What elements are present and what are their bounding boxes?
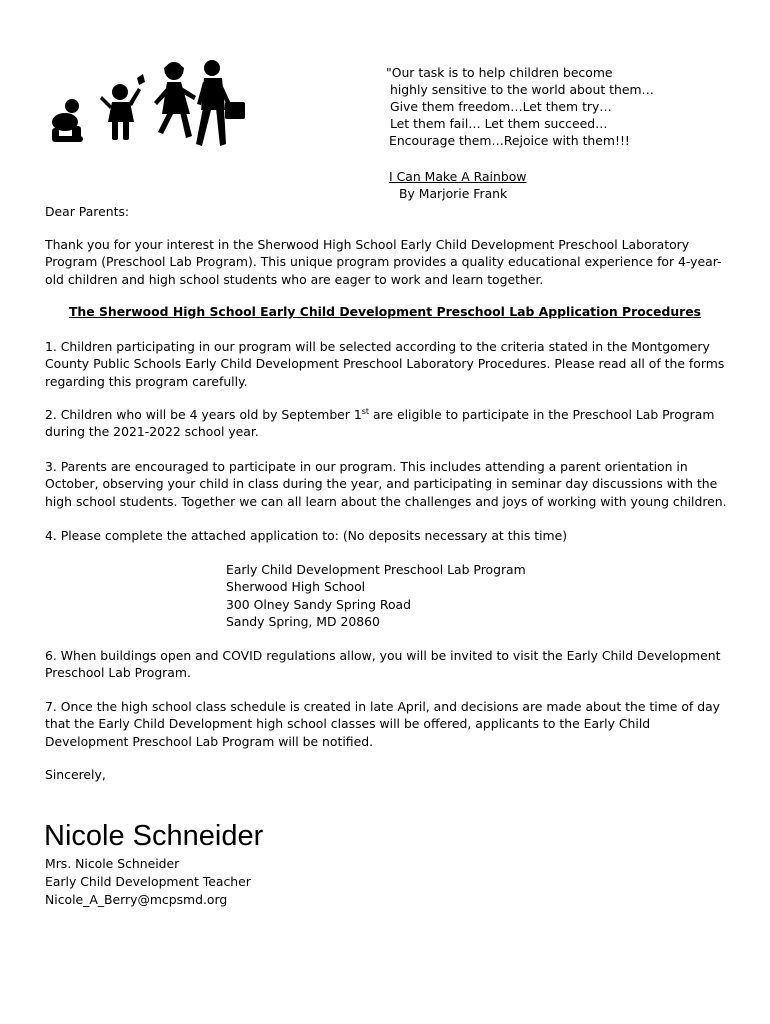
procedure-item-2-text-a: 2. Children who will be 4 years old by September 1	[45, 407, 362, 422]
quote-line: Encourage them…Rejoice with them!!!	[389, 133, 630, 148]
crawling-baby-figure	[52, 99, 83, 142]
procedure-item-6: 6. When buildings open and COVID regulations allow, you will be invited to visit the Early Child Development Preschool Lab Program.	[45, 648, 721, 681]
procedure-item-1: 1. Children participating in our program will be selected according to the criteria stated in the Montgomery County Public Schools Early Child Development Preschool Laboratory Procedures. Please read all of the forms regarding this program carefully.	[45, 339, 725, 389]
procedure-item-2	[45, 406, 735, 441]
mailing-address	[226, 561, 526, 630]
address-line: 300 Olney Sandy Spring Road	[226, 596, 411, 612]
address-line: Sandy Spring, MD 20860	[226, 613, 380, 629]
boy-with-briefcase-figure	[196, 60, 245, 146]
quote-line: Let them fail… Let them succeed…	[390, 116, 608, 131]
quote-line: highly sensitive to the world about them…	[390, 82, 654, 97]
signature-block	[45, 855, 251, 909]
signer-title: Early Child Development Teacher	[45, 874, 251, 889]
salutation: Dear Parents:	[45, 204, 130, 219]
address-line: Sherwood High School	[226, 579, 366, 595]
intro-paragraph: Thank you for your interest in the Sherwood High School Early Child Development Preschool Laboratory Program (Preschool Lab Program). This unique program provides a quality educational experience for 4-year-old children and high school students who are eager to work and learn together.	[45, 237, 722, 287]
child-growth-silhouettes	[50, 58, 250, 150]
procedure-item-2-text-b: are eligible to participate in the Preschool Lab Program during the 2021-2022 school year.	[45, 407, 715, 440]
procedure-item-7: 7. Once the high school class schedule is created in late April, and decisions are made about the time of day that the Early Child Development high school classes will be offered, applicants to the Early Child Development Preschool Lab Program will be notified.	[45, 699, 721, 749]
procedure-item-3: 3. Parents are encouraged to participate in our program. This includes attending a parent orientation in October, observing your child in class during the year, and participating in seminar day discussions with the high school students. Together we can all learn about the challenges and joys of working with young children.	[45, 459, 727, 509]
running-girl-figure	[154, 62, 196, 138]
quote-book-title: I Can Make A Rainbow	[389, 169, 527, 184]
quote-author: By Marjorie Frank	[399, 186, 508, 201]
quote-line: "Our task is to help children become	[386, 65, 613, 80]
signer-email: Nicole_A_Berry@mcpsmd.org	[45, 892, 228, 907]
ordinal-suffix: st	[361, 407, 370, 416]
procedures-title: The Sherwood High School Early Child Development Preschool Lab Application Procedures	[68, 304, 702, 319]
toddler-figure	[100, 74, 145, 140]
signature-name: Nicole Schneider	[44, 820, 264, 852]
signer-name: Mrs. Nicole Schneider	[45, 856, 180, 871]
address-line: Early Child Development Preschool Lab Program	[226, 562, 526, 577]
procedure-item-4: 4. Please complete the attached application to: (No deposits necessary at this time)	[45, 528, 568, 543]
quote-line: Give them freedom…Let them try…	[390, 99, 612, 114]
closing: Sincerely,	[45, 767, 106, 782]
